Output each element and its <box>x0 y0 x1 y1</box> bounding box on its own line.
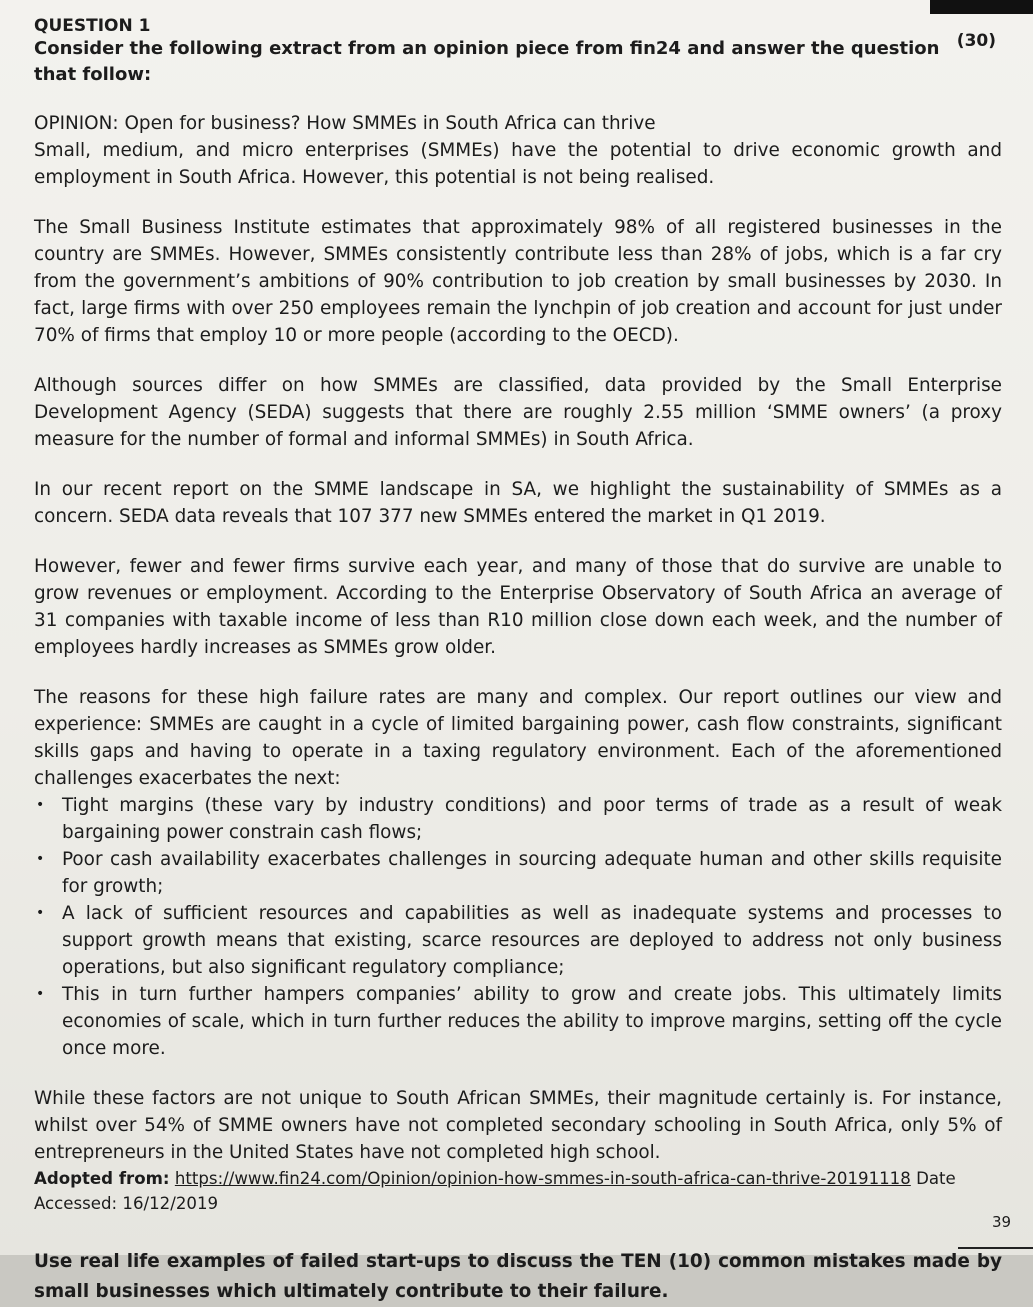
source-link[interactable]: https://www.fin24.com/Opinion/opinion-how-smmes-in-south-africa-can-thrive-20191118 <box>174 1169 911 1188</box>
article-paragraph: The reasons for these high failure rates are many and complex. Our report outlines our view and experience: SMMEs are caught in a cycle of limited bargaining power, cash flow constraints, significant skills gaps and having to operate in a taxing regulatory environment. Each of the aforementioned challenges exacerbates the next: <box>34 687 1002 789</box>
bullet-list <box>34 792 1002 1062</box>
page-number: 39 <box>992 1213 1012 1231</box>
article-paragraph: Although sources differ on how SMMEs are classified, data provided by the Small Enterprise Development Agency (SEDA) suggests that there are roughly 2.55 million ‘SMME owners’ (a proxy measure for the number of formal and informal SMMEs) in South Africa. <box>34 375 1002 450</box>
accessed-date: 16/12/2019 <box>122 1194 219 1213</box>
source-citation <box>34 1166 1002 1216</box>
article-title: OPINION: Open for business? How SMMEs in South Africa can thrive <box>34 113 656 134</box>
article-paragraph: In our recent report on the SMME landscape in SA, we highlight the sustainability of SMMEs as a concern. SEDA data reveals that 107 377 new SMMEs entered the market in Q1 2019. <box>34 479 1002 527</box>
bullet-item: • A lack of sufficient resources and capabilities as well as inadequate systems and processes to support growth means that existing, scarce resources are deployed to address not only business operations, but also significant regulatory compliance; <box>62 900 1002 981</box>
question-label: QUESTION 1 <box>34 16 151 36</box>
bullet-item: • Poor cash availability exacerbates challenges in sourcing adequate human and other skills requisite for growth; <box>62 846 1002 900</box>
article-closing: While these factors are not unique to South African SMMEs, their magnitude certainly is. For instance, whilst over 54% of SMME owners have not completed secondary schooling in South Africa, only 5% of entrepreneurs in the United States have not completed high school. <box>34 1088 1002 1163</box>
source-label: Adopted from: <box>34 1169 170 1188</box>
scan-edge-bar <box>930 0 1033 14</box>
question-prompt: Use real life examples of failed start-ups to discuss the TEN (10) common mistakes made by small businesses which ultimately contribute to their failure. <box>34 1251 1002 1302</box>
article-intro: Small, medium, and micro enterprises (SMMEs) have the potential to drive economic growth and employment in South Africa. However, this potential is not being realised. <box>34 140 1002 188</box>
bullet-item: • Tight margins (these vary by industry conditions) and poor terms of trade as a result of weak bargaining power constrain cash flows; <box>62 792 1002 846</box>
question-instruction: Consider the following extract from an opinion piece from fin24 and answer the question that follow: <box>34 38 940 85</box>
article-paragraph: The Small Business Institute estimates that approximately 98% of all registered businesses in the country are SMMEs. However, SMMEs consistently contribute less than 28% of jobs, which is a far cry from the government’s ambitions of 90% contribution to job creation by small businesses by 2030. In fact, large firms with over 250 employees remain the lynchpin of job creation and account for just under 70% of firms that employ 10 or more people (according to the OECD). <box>34 217 1002 346</box>
scan-edge-line <box>958 1247 1033 1249</box>
bullet-item: • This in turn further hampers companies’ ability to grow and create jobs. This ultimately limits economies of scale, which in turn further reduces the ability to improve margins, setting off the cycle once more. <box>62 981 1002 1062</box>
article-paragraph: However, fewer and fewer firms survive each year, and many of those that do survive are unable to grow revenues or employment. According to the Enterprise Observatory of South Africa an average of 31 companies with taxable income of less than R10 million close down each week, and the number of employees hardly increases as SMMEs grow older. <box>34 556 1002 658</box>
marks-label: (30) <box>956 31 996 51</box>
question-instruction-row <box>34 31 1002 88</box>
page-content <box>34 14 1002 1307</box>
accessed-label: Date Accessed: <box>34 1169 956 1213</box>
